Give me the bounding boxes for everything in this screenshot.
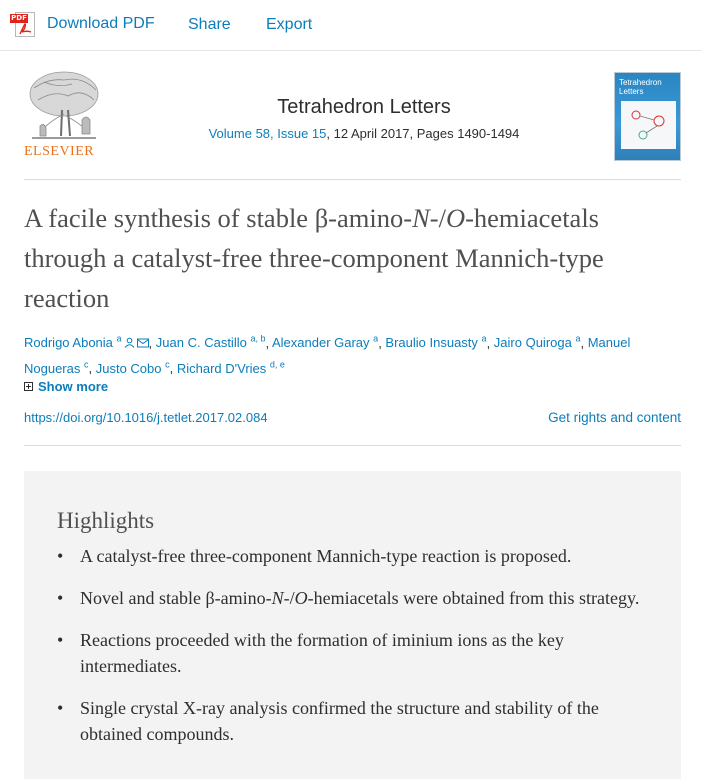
highlight-item: • Single crystal X-ray analysis confirmed the structure and stability of the obtained compounds. <box>57 695 647 747</box>
article-title: A facile synthesis of stable β-amino-N-/O-hemiacetals through a catalyst-free three-component Mannich-type reaction <box>24 203 604 313</box>
section-divider <box>24 445 681 446</box>
share-label: Share <box>188 16 231 33</box>
author-link[interactable]: Richard D'Vries $^{d, e}$ <box>176 359 285 376</box>
author-link[interactable]: Rodrigo Abonia $^a$ <box>24 335 149 350</box>
plus-box-icon <box>24 382 33 391</box>
author-link[interactable]: Justo Cobo $^c$ <box>95 359 170 376</box>
export-button[interactable] <box>266 16 312 34</box>
pdf-badge: PDF <box>11 14 27 22</box>
download-pdf-button[interactable] <box>10 10 155 38</box>
pdf-file-icon <box>10 10 38 38</box>
author-link[interactable]: Braulio Insuasty $^a$ <box>385 334 487 351</box>
author-link[interactable]: Alexander Garay $^a$ <box>271 334 379 351</box>
get-rights-link[interactable]: Get rights and content <box>548 410 681 425</box>
cover-graphic <box>621 101 676 149</box>
share-button[interactable] <box>188 16 231 34</box>
doi-link[interactable]: https://doi.org/10.1016/j.tetlet.2017.02.084 <box>24 410 268 425</box>
volume-issue-link[interactable]: Volume 58, Issue 15 <box>208 126 327 141</box>
author-link[interactable]: Jairo Quiroga $^a$ <box>493 334 581 351</box>
issue-date-pages: , 12 April 2017, Pages 1490-1494 <box>326 126 520 141</box>
highlights-list <box>57 543 647 763</box>
journal-issue-info <box>164 126 564 141</box>
journal-header <box>24 52 681 180</box>
export-label: Export <box>266 16 313 33</box>
elsevier-wordmark[interactable]: ELSEVIER <box>24 144 95 159</box>
article-toolbar <box>0 0 701 51</box>
cover-title-line2: Letters <box>619 87 644 96</box>
download-pdf-label: Download PDF <box>47 15 155 32</box>
highlight-item: • Reactions proceeded with the formation of iminium ions as the key intermediates. <box>57 627 647 679</box>
envelope-icon <box>137 333 149 354</box>
show-more-button[interactable] <box>24 379 108 394</box>
person-icon <box>124 333 135 354</box>
show-more-label: Show more <box>38 379 109 394</box>
author-list: Rodrigo Abonia $^a$ , Juan C. Castillo $^{a, b}$, Alexander Garay $^a$, Braulio Insuasty $^a$, Jairo Quiroga $^a$, Manuel Nogueras $^c$, Justo Cobo $^c$, Richard D'Vries $^{d, e}$ <box>24 334 631 376</box>
author-link[interactable]: Manuel Nogueras $^c$ <box>24 335 631 376</box>
highlight-item: • Novel and stable β-amino-N-/O-hemiacetals were obtained from this strategy. <box>57 585 647 611</box>
highlights-heading: Highlights <box>57 508 155 533</box>
cover-title-line1: Tetrahedron <box>619 78 662 87</box>
author-link[interactable]: Juan C. Castillo $^{a, b}$ <box>155 334 266 351</box>
highlight-item: • A catalyst-free three-component Mannich-type reaction is proposed. <box>57 543 647 569</box>
journal-title[interactable]: Tetrahedron Letters <box>277 96 451 118</box>
highlights-section <box>24 471 681 779</box>
journal-cover-image[interactable] <box>614 72 681 161</box>
